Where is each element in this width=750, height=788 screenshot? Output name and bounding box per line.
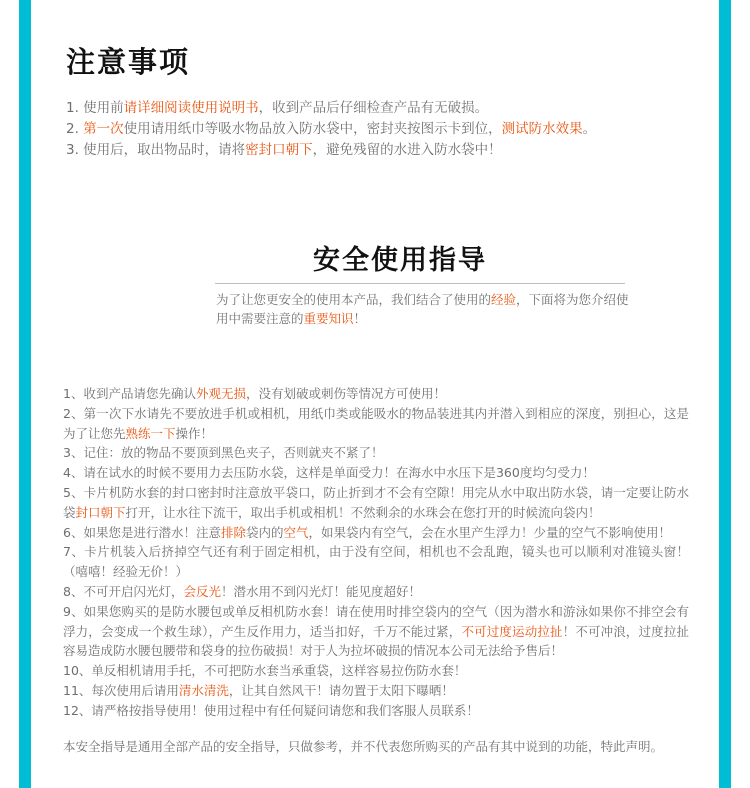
notice-item: 3. 使用后，取出物品时，请将密封口朝下，避免残留的水进入防水袋中！ bbox=[66, 142, 502, 158]
rule-item: 9、如果您购买的是防水腰包或单反相机防水套！请在使用时排空袋内的空气（因为潜水和游泳如果你不排空会有浮力，会变成一个救生球），产生反作用力，适当扣好，千万不能过紧，不可过度运动拉扯！不可冲浪，过度拉扯容易造成防水腰包腰带和袋身的拉伤破损！对于人为拉坏破损的情况本公司无法给予售后！ bbox=[63, 603, 689, 659]
rule-item: 3、记住：放的物品不要顶到黑色夹子，否则就夹不紧了！ bbox=[63, 445, 384, 461]
rule-item: 11、每次使用后请用清水清洗，让其自然风干！请勿置于太阳下曝晒！ bbox=[63, 682, 454, 698]
guide-title: 安全使用指导 bbox=[313, 245, 487, 276]
rules-list bbox=[63, 384, 689, 721]
rule-item: 2、第一次下水请先不要放进手机或相机，用纸巾类或能吸水的物品装进其内并潜入到相应的深度，别担心，这是为了让您先熟练一下操作！ bbox=[63, 405, 689, 441]
guide-intro: 为了让您更安全的使用本产品，我们结合了使用的经验，下面将为您介绍使用中需要注意的重要知识！ bbox=[216, 292, 629, 326]
rule-item: 10、单反相机请用手托，不可把防水套当承重袋，这样容易拉伤防水套！ bbox=[63, 663, 467, 679]
disclaimer: 本安全指导是通用全部产品的安全指导，只做参考，并不代表您所购买的产品有其中说到的功能，特此声明。 bbox=[63, 739, 664, 754]
notice-list bbox=[66, 98, 706, 161]
rule-item: 8、不可开启闪光灯，会反光！潜水用不到闪光灯！能见度超好！ bbox=[63, 583, 421, 599]
notice-item: 2. 第一次使用请用纸巾等吸水物品放入防水袋中，密封夹按图示卡到位，测试防水效果。 bbox=[66, 121, 597, 137]
notice-title: 注意事项 bbox=[66, 45, 191, 79]
rule-item: 4、请在试水的时候不要用力去压防水袋，这样是单面受力！在海水中水压下是360度均匀受力！ bbox=[63, 465, 595, 481]
rule-item: 5、卡片机防水套的封口密封时注意放平袋口，防止折到才不会有空隙！用完从水中取出防水袋，请一定要让防水袋封口朝下打开，让水往下流干，取出手机或相机！不然剩余的水珠会在您打开的时候流向袋内！ bbox=[63, 484, 689, 520]
notice-item: 1. 使用前请详细阅读使用说明书，收到产品后仔细检查产品有无破损。 bbox=[66, 100, 489, 116]
rule-item: 6、如果您是进行潜水！注意排除袋内的空气，如果袋内有空气，会在水里产生浮力！少量的空气不影响使用！ bbox=[63, 524, 672, 540]
right-accent-bar bbox=[719, 0, 731, 788]
rule-item: 12、请严格按指导使用！使用过程中有任何疑问请您和我们客服人员联系！ bbox=[63, 702, 479, 718]
rule-item: 1、收到产品请您先确认外观无损，没有划破或刺伤等情况方可使用！ bbox=[63, 386, 446, 401]
left-accent-bar bbox=[19, 0, 31, 788]
guide-divider bbox=[215, 283, 625, 284]
rule-item: 7、卡片机装入后挤掉空气还有利于固定相机，由于没有空间，相机也不会乱跑，镜头也可以顺利对准镜头窗！（嘻嘻！经验无价！） bbox=[63, 544, 689, 580]
